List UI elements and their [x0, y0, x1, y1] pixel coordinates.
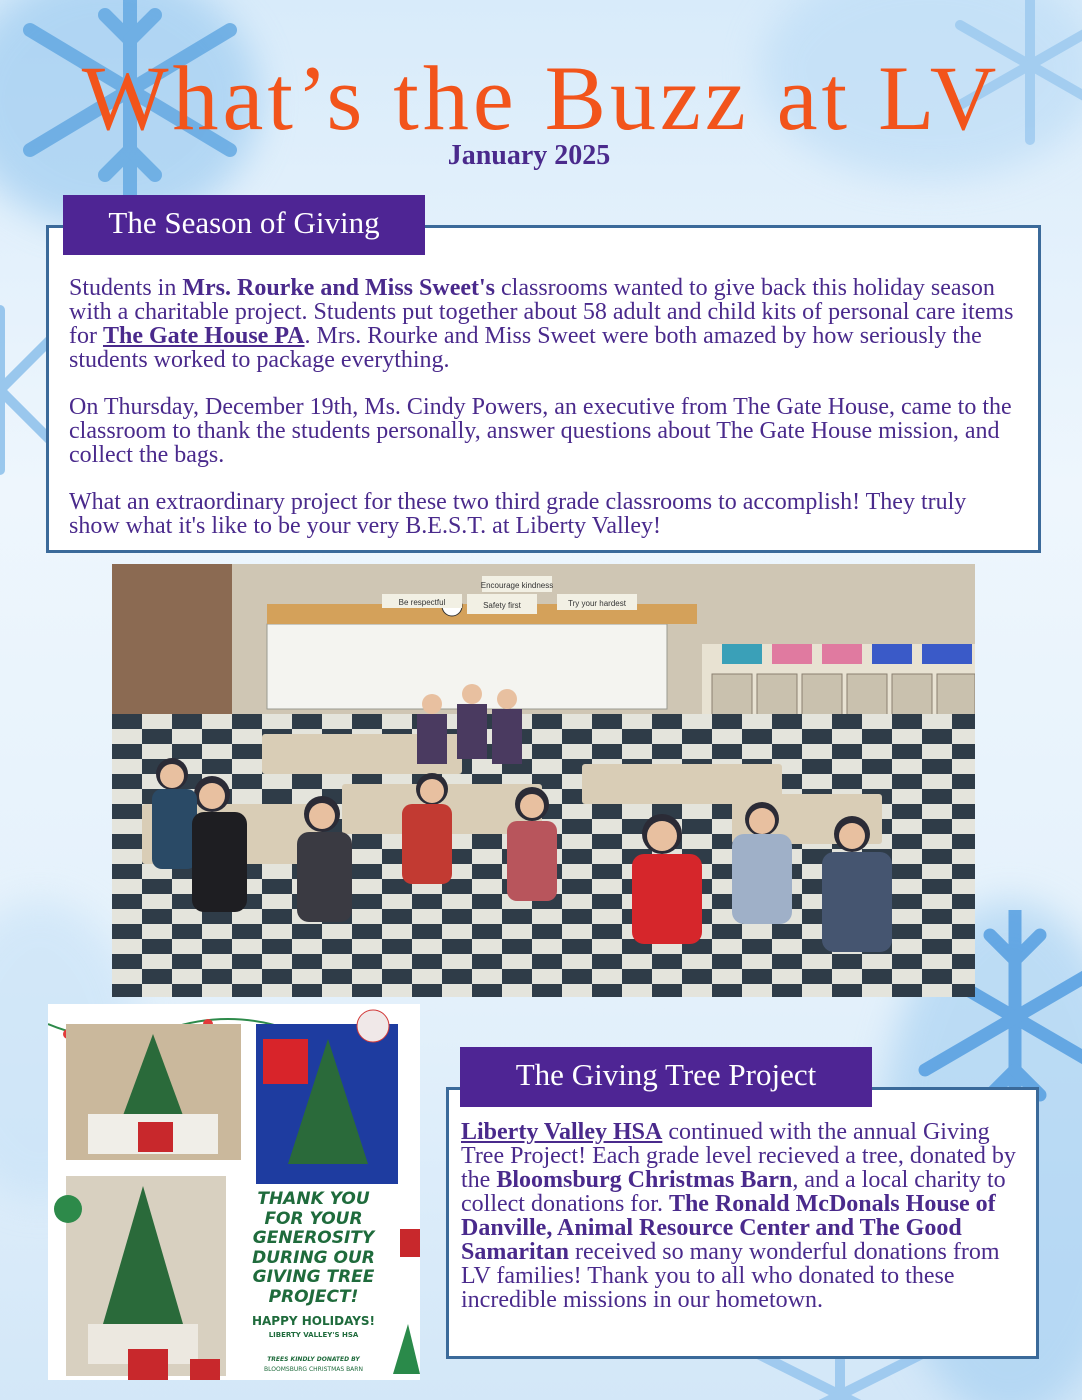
barn-name: Bloomsburg Christmas Barn [496, 1167, 793, 1193]
text-run: continued with the annual Giving Tree Project! Each grade level recieved a tree, donated by the [461, 1119, 1016, 1193]
poster-text: Safety first [483, 601, 521, 610]
poster-text: Try your hardest [568, 599, 626, 608]
barn-credit: BLOOMSBURG CHRISTMAS BARN [264, 1366, 363, 1373]
text-run: classrooms wanted to give back this holiday season with a charitable project. Students put together about 58 adult and child kits of personal care items for [69, 275, 1014, 349]
donated-by-text: TREES KINDLY DONATED BY [267, 1356, 360, 1363]
thank-you-line: GENEROSITY [252, 1228, 375, 1248]
hsa-link[interactable]: Liberty Valley HSA [461, 1119, 663, 1145]
text-run: received so many wonderful donations from LV families! Thank you to all who donated to these incredible missions in our hometown. [461, 1239, 1000, 1313]
thank-you-line: DURING OUR [252, 1247, 375, 1268]
season-of-giving-body [69, 276, 1014, 538]
text-run: . Mrs. Rourke and Miss Sweet were both amazed by how seriously the students worked to package everything. [69, 323, 982, 373]
charity-names: The Ronald McDonals House of Danville, Animal Resource Center and The Good Samaritan [461, 1191, 996, 1265]
thank-you-line: PROJECT! [268, 1286, 359, 1307]
giving-tree-body [461, 1120, 1029, 1312]
classroom-photo [112, 564, 975, 997]
paragraph [69, 276, 1014, 372]
thank-you-message [226, 1190, 401, 1307]
giving-tree-collage [48, 1004, 420, 1380]
section-heading: The Season of Giving [63, 195, 425, 255]
thank-you-line: GIVING TREE [252, 1267, 375, 1287]
classroom-illustration [112, 564, 975, 997]
thank-you-line: FOR YOUR [264, 1208, 363, 1229]
thank-you-line: THANK YOU [257, 1189, 370, 1209]
text-run: , and a local charity to collect donations for. [461, 1167, 1006, 1217]
newsletter-title: What’s the Buzz at LV [81, 47, 1001, 149]
paragraph: On Thursday, December 19th, Ms. Cindy Powers, an executive from The Gate House, came to the classroom to thank the students personally, answer questions about The Gate House mission, and collect the bags. [69, 394, 1012, 468]
teacher-names: Mrs. Rourke and Miss Sweet's [182, 275, 495, 301]
poster-text: Encourage kindness [480, 581, 554, 590]
gate-house-link[interactable]: The Gate House PA [102, 323, 305, 349]
section-heading: The Giving Tree Project [460, 1047, 872, 1107]
poster-text: Be respectful [398, 598, 446, 607]
hsa-credit: LIBERTY VALLEY'S HSA [268, 1331, 359, 1339]
giving-tree-box [446, 1087, 1039, 1359]
text-run: Students in [69, 275, 183, 301]
happy-holidays-text: HAPPY HOLIDAYS! [251, 1314, 376, 1328]
season-of-giving-box [46, 225, 1041, 553]
issue-date: January 2025 [447, 140, 611, 171]
paragraph [461, 1120, 1029, 1312]
paragraph: What an extraordinary project for these two third grade classrooms to accomplish! They truly show what it's like to be your very B.E.S.T. at Liberty Valley! [69, 489, 967, 539]
